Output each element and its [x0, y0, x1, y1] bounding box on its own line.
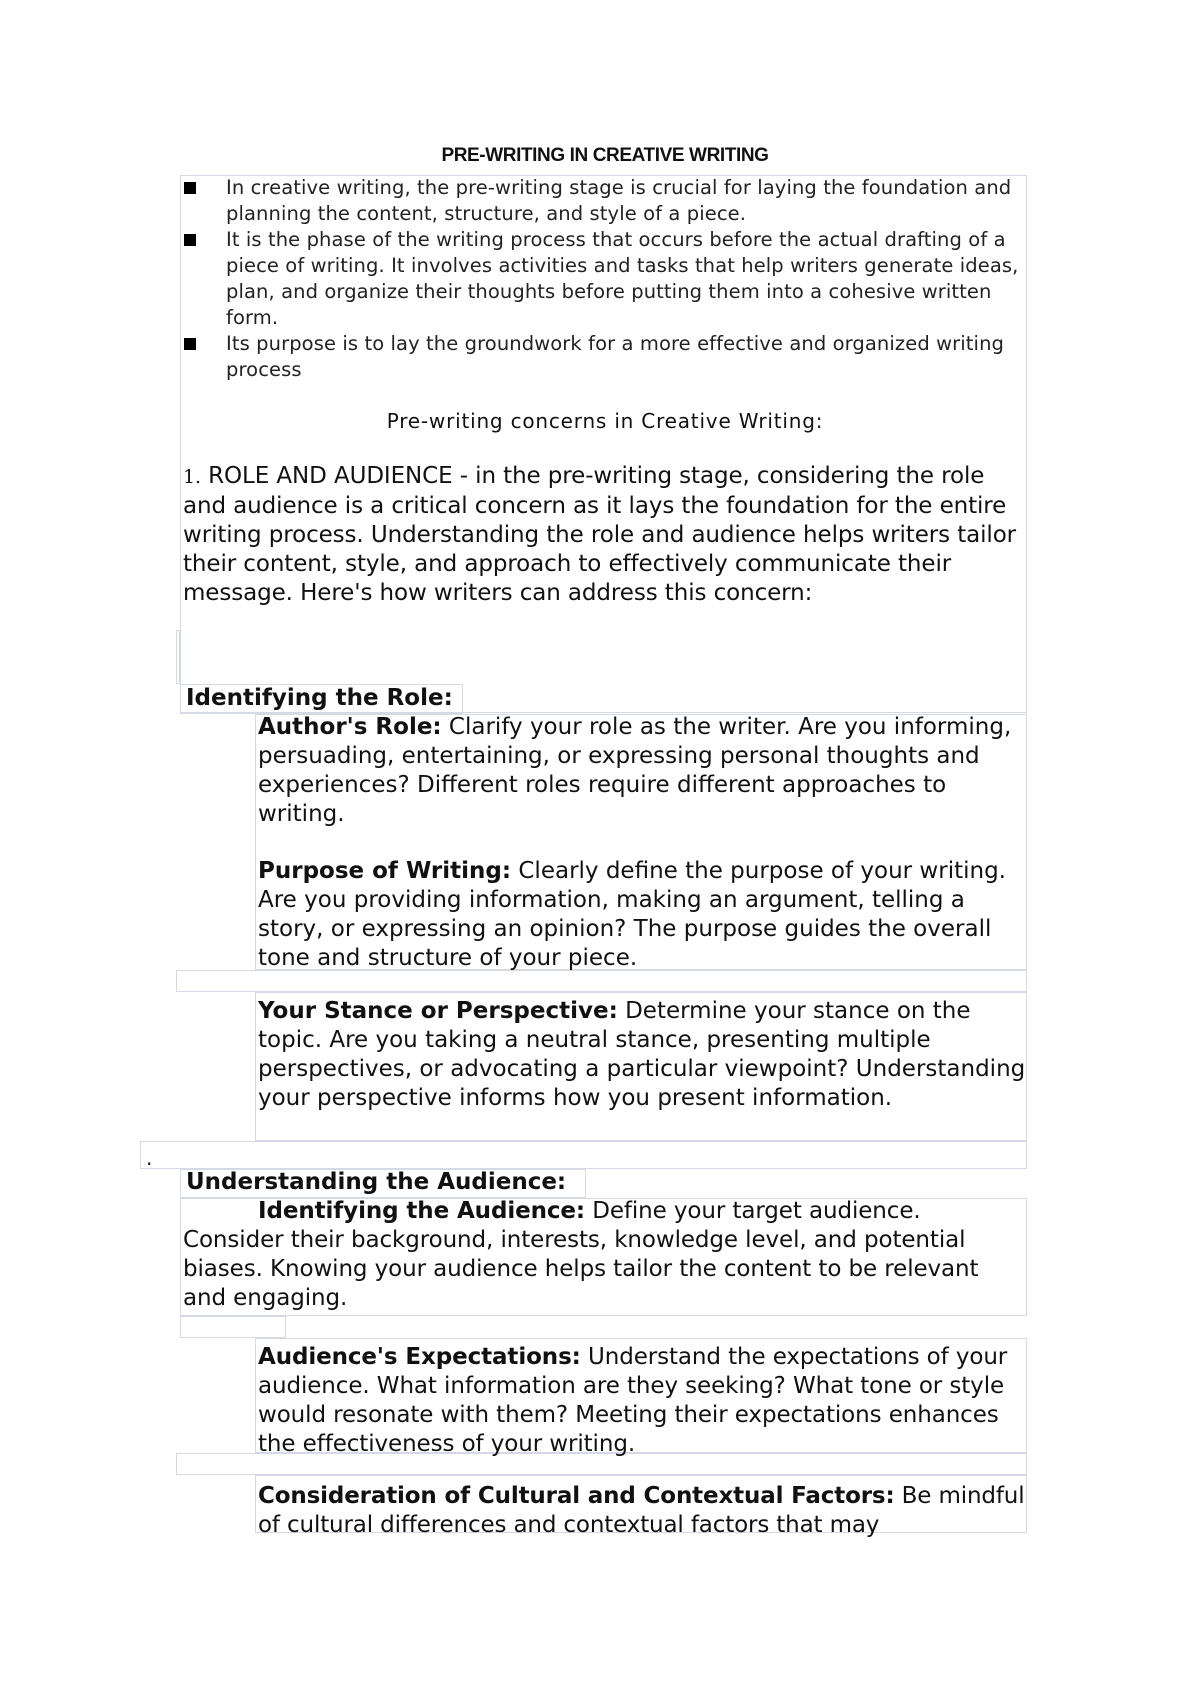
expectations-text: Understand the expectations of your audience. What information are they seeking? What tone or style would resonate with them? Meeting their expectations enhances the effectiveness of your writing.: [258, 1344, 1008, 1457]
identifying-audience-paragraph: [183, 1197, 1028, 1313]
square-bullet-icon: [184, 182, 196, 194]
stance-text: Determine your stance on the topic. Are you taking a neutral stance, presenting multiple perspectives, or advocating a particular viewpoint? Understanding your perspective informs how you present information.: [258, 998, 1026, 1111]
stray-period: .: [146, 1146, 153, 1170]
stance-label: Your Stance or Perspective:: [258, 998, 618, 1024]
list-item: [182, 331, 1032, 383]
stance-paragraph: [258, 997, 1026, 1113]
cultural-text: Be mindful of cultural differences and contextual factors that may: [258, 1483, 1025, 1538]
spacer-frame-2: [180, 1316, 286, 1338]
purpose-paragraph: [258, 857, 1018, 973]
list-item: [182, 227, 1032, 331]
bullet-text: In creative writing, the pre-writing stage is crucial for laying the foundation and planning the content, structure, and style of a piece.: [226, 176, 1012, 225]
cultural-label: Consideration of Cultural and Contextual Factors:: [258, 1483, 895, 1509]
purpose-text: Clearly define the purpose of your writing. Are you providing information, making an argument, telling a story, or expressing an opinion? The purpose guides the overall tone and structure of your piece.: [258, 858, 1006, 971]
authors-role-label: Author's Role:: [258, 714, 442, 740]
dot-row-frame: [140, 1141, 1027, 1169]
square-bullet-icon: [184, 338, 196, 350]
role-audience-paragraph: [183, 462, 1023, 608]
section-text: ROLE AND AUDIENCE - in the pre-writing stage, considering the role and audience is a critical concern as it lays the foundation for the entire writing process. Understanding the role and audience helps writers tailor their content, style, and approach to effectively communicate their message. Here's how writers can address this concern:: [183, 463, 1017, 606]
expectations-label: Audience's Expectations:: [258, 1344, 581, 1370]
square-bullet-icon: [184, 234, 196, 246]
identifying-audience-text: Define your target audience. Consider their background, interests, knowledge level, and potential biases. Knowing your audience helps tailor the content to be relevant and engaging.: [183, 1198, 979, 1311]
authors-role-paragraph: [258, 713, 1018, 829]
concerns-heading: Pre-writing concerns in Creative Writing:: [386, 409, 824, 433]
cultural-paragraph: [258, 1482, 1028, 1540]
section-number: 1.: [183, 466, 201, 488]
understanding-audience-heading: Understanding the Audience:: [186, 1169, 567, 1195]
bullet-text: It is the phase of the writing process that occurs before the actual drafting of a piece of writing. It involves activities and tasks that help writers generate ideas, plan, and organize their thoughts before putting them into a cohesive written form.: [226, 228, 1019, 329]
spacer-frame-1: [176, 970, 1027, 992]
purpose-label: Purpose of Writing:: [258, 858, 512, 884]
expectations-paragraph: [258, 1343, 1028, 1459]
list-item: [182, 175, 1032, 227]
identifying-role-heading: Identifying the Role:: [186, 685, 453, 711]
section-frame-left: [176, 630, 180, 684]
page-title: PRE-WRITING IN CREATIVE WRITING: [441, 145, 769, 166]
identifying-audience-label: Identifying the Audience:: [258, 1198, 586, 1224]
intro-bullet-list: [182, 175, 1032, 383]
authors-role-text: Clarify your role as the writer. Are you informing, persuading, entertaining, or expressing personal thoughts and experiences? Different roles require different approaches to writing.: [258, 714, 1012, 827]
bullet-text: Its purpose is to lay the groundwork for a more effective and organized writing process: [226, 332, 1005, 381]
